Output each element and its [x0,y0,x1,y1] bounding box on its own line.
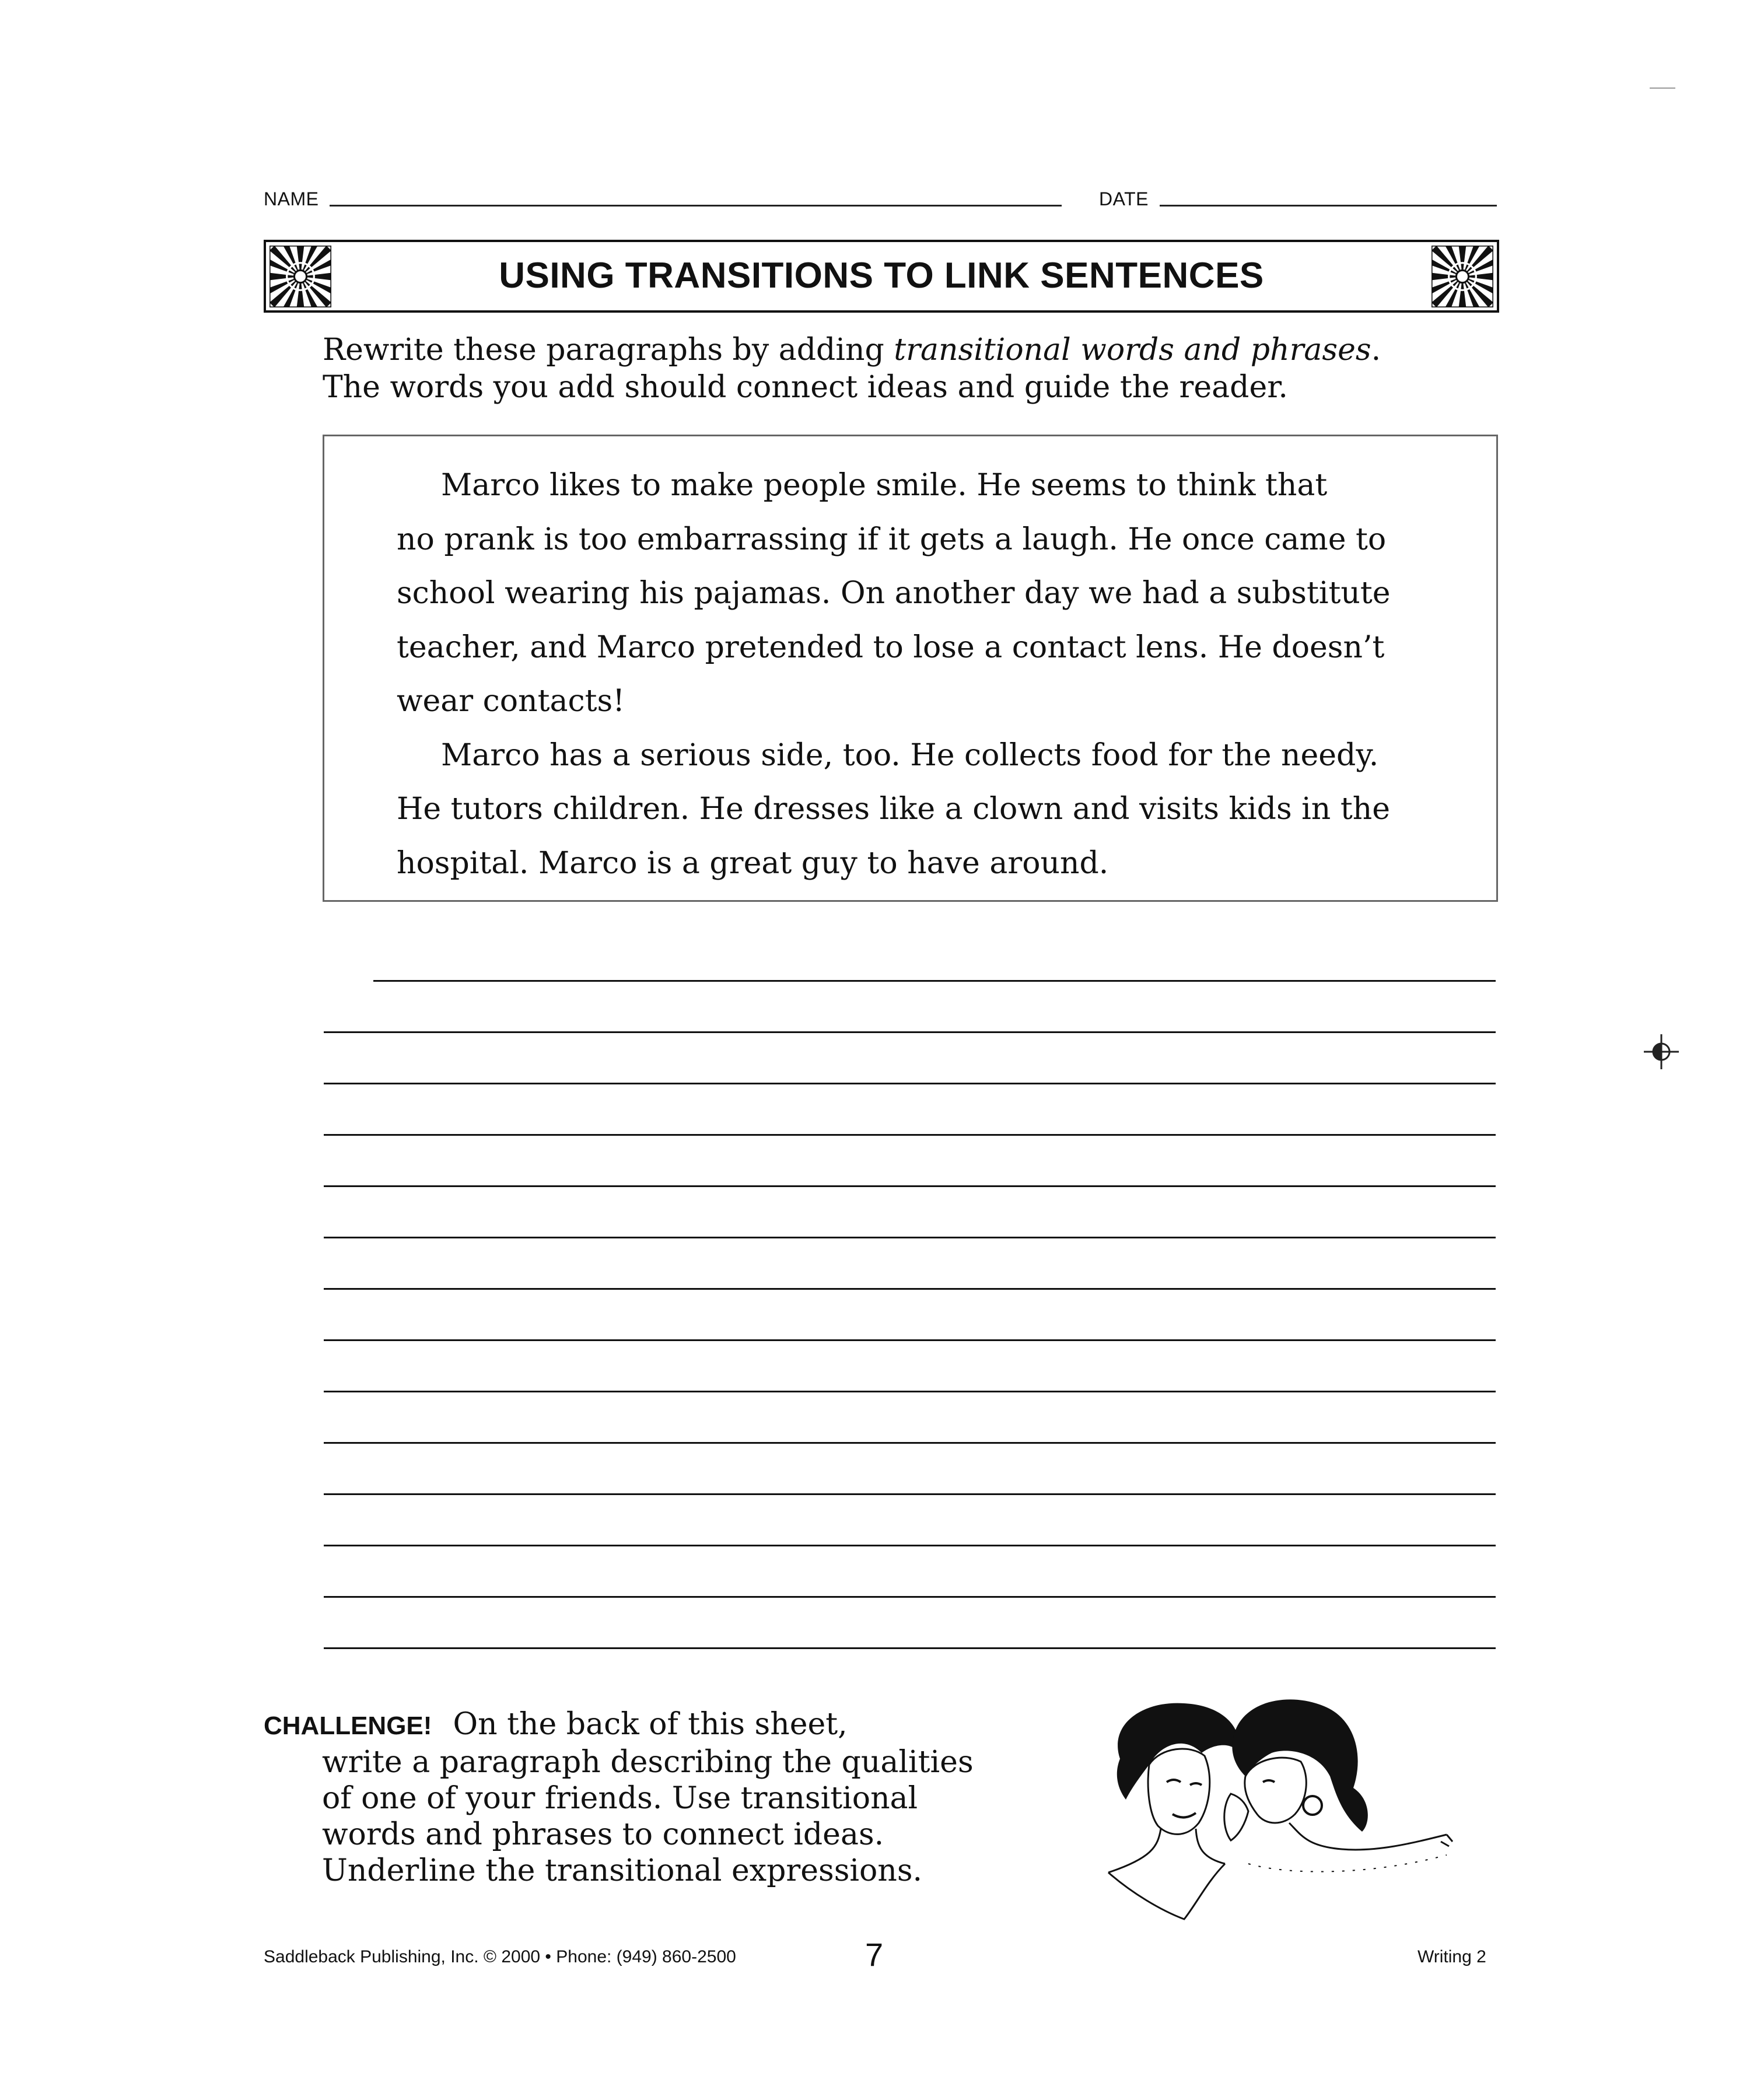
page-title: USING TRANSITIONS TO LINK SENTENCES [499,256,1264,296]
challenge-label: CHALLENGE! [264,1712,432,1740]
footer-series: Writing 2 [1418,1947,1486,1966]
passage-line: no prank is too embarrassing if it gets a laugh. He once came to [397,522,1387,557]
passage-line: teacher, and Marco pretended to lose a contact lens. He doesn’t [397,629,1385,665]
passage-line: hospital. Marco is a great guy to have around. [397,845,1109,881]
challenge-line [264,1706,974,1744]
writing-line[interactable] [324,1083,1496,1084]
name-label: NAME [264,188,319,209]
writing-line[interactable] [324,1596,1496,1598]
page-number: 7 [865,1936,884,1973]
name-field[interactable] [330,205,1062,206]
passage-box [323,435,1498,902]
instructions-line-1 [323,331,1381,369]
writing-line[interactable] [324,1442,1496,1444]
two-friends-whispering-illustration [1097,1689,1470,1922]
writing-line[interactable] [324,1031,1496,1033]
passage-line: Marco has a serious side, too. He collects food for the needy. [441,737,1379,773]
writing-line[interactable] [324,1237,1496,1238]
writing-line[interactable] [373,980,1496,982]
writing-line[interactable] [324,1647,1496,1649]
writing-line[interactable] [324,1339,1496,1341]
registration-mark-icon [1644,1034,1679,1069]
passage-line: school wearing his pajamas. On another day we had a substitute [397,576,1391,611]
challenge-line: write a paragraph describing the qualities [322,1745,974,1780]
writing-line[interactable] [324,1493,1496,1495]
name-date-row [264,186,1497,215]
passage-line: He tutors children. He dresses like a clown and visits kids in the [397,792,1390,827]
instructions-text: Rewrite these paragraphs by adding [323,332,894,368]
challenge-text: On the back of this sheet, [453,1707,848,1742]
starburst-icon [1432,246,1493,307]
instructions-line-2: The words you add should connect ideas and guide the reader. [323,370,1288,405]
instructions-punctuation: . [1371,332,1381,368]
date-label: DATE [1099,188,1149,209]
passage-paragraph-1 [397,459,1482,729]
footer-publisher: Saddleback Publishing, Inc. © 2000 • Phone: (949) 860-2500 [264,1947,736,1966]
date-field[interactable] [1160,205,1497,206]
passage-paragraph-2 [397,729,1482,891]
challenge-line: Underline the transitional expressions. [322,1853,923,1888]
writing-line[interactable] [324,1545,1496,1546]
passage-line: Marco likes to make people smile. He seems to think that [441,468,1328,503]
challenge-line: of one of your friends. Use transitional [322,1781,918,1816]
passage-line: wear contacts! [397,684,625,719]
passage [397,459,1482,890]
writing-line[interactable] [324,1134,1496,1136]
writing-line[interactable] [324,1185,1496,1187]
challenge-line: words and phrases to connect ideas. [322,1817,884,1852]
title-banner [264,240,1499,313]
instructions [323,331,1381,406]
writing-line[interactable] [324,1391,1496,1392]
crop-mark [1650,88,1675,89]
challenge-section [264,1706,974,1889]
writing-line[interactable] [324,1288,1496,1290]
instructions-emphasis: transitional words and phrases [894,332,1371,368]
